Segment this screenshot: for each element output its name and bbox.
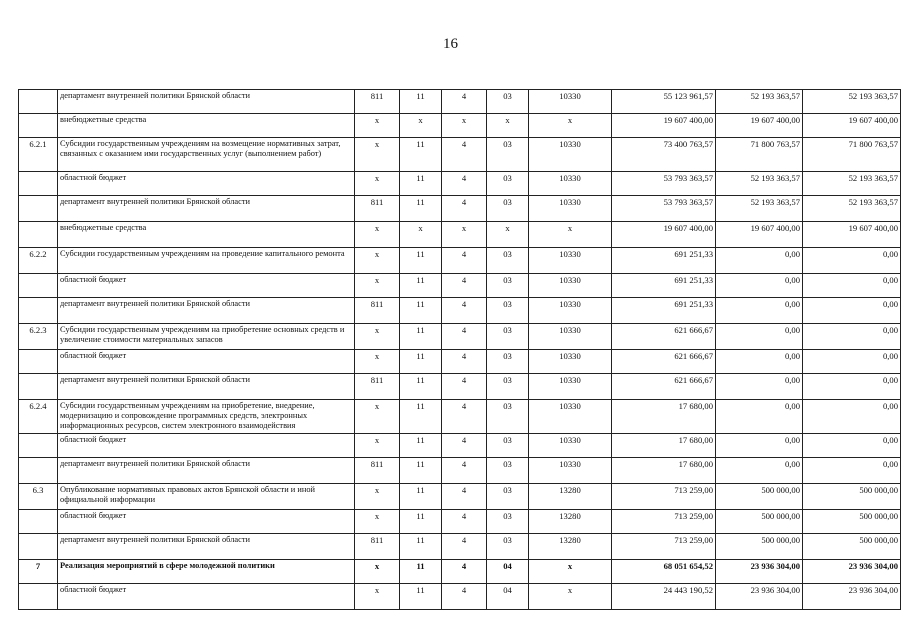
cell-amount-1: 17 680,00	[612, 458, 716, 484]
cell-program: х	[487, 114, 529, 138]
cell-amount-3: 0,00	[803, 400, 901, 434]
cell-subsection: 4	[442, 434, 487, 458]
cell-number	[19, 458, 58, 484]
cell-amount-2: 0,00	[716, 458, 803, 484]
cell-number	[19, 114, 58, 138]
cell-subsection: 4	[442, 458, 487, 484]
cell-amount-3: 0,00	[803, 324, 901, 350]
cell-amount-2: 23 936 304,00	[716, 584, 803, 610]
cell-amount-1: 713 259,00	[612, 510, 716, 534]
cell-target-code: 10330	[529, 434, 612, 458]
page-number: 16	[443, 36, 458, 52]
cell-grbs: х	[355, 560, 400, 584]
table-row	[19, 138, 901, 172]
cell-amount-1: 621 666,67	[612, 350, 716, 374]
cell-description: Субсидии государственным учреждениям на приобретение основных средств и увеличение стоимости материальных запасов	[58, 324, 355, 350]
cell-number: 6.3	[19, 484, 58, 510]
table-row	[19, 560, 901, 584]
cell-subsection: 4	[442, 324, 487, 350]
cell-program: 03	[487, 350, 529, 374]
cell-amount-3: 23 936 304,00	[803, 584, 901, 610]
table-row	[19, 222, 901, 248]
cell-grbs: х	[355, 484, 400, 510]
cell-program: 04	[487, 584, 529, 610]
cell-subsection: 4	[442, 484, 487, 510]
cell-grbs: х	[355, 324, 400, 350]
cell-amount-1: 68 051 654,52	[612, 560, 716, 584]
cell-amount-1: 621 666,67	[612, 324, 716, 350]
cell-target-code: 10330	[529, 248, 612, 274]
cell-amount-1: 691 251,33	[612, 298, 716, 324]
cell-grbs: 811	[355, 90, 400, 114]
cell-subsection: 4	[442, 374, 487, 400]
cell-number: 6.2.1	[19, 138, 58, 172]
cell-amount-2: 0,00	[716, 434, 803, 458]
cell-number	[19, 584, 58, 610]
table-row	[19, 274, 901, 298]
cell-target-code: 13280	[529, 484, 612, 510]
cell-section: 11	[400, 560, 442, 584]
cell-number	[19, 274, 58, 298]
cell-description: департамент внутренней политики Брянской области	[58, 196, 355, 222]
cell-section: 11	[400, 350, 442, 374]
cell-grbs: х	[355, 400, 400, 434]
cell-target-code: 10330	[529, 350, 612, 374]
cell-number: 6.2.4	[19, 400, 58, 434]
cell-target-code: 10330	[529, 196, 612, 222]
table-row	[19, 350, 901, 374]
cell-program: 03	[487, 138, 529, 172]
cell-subsection: 4	[442, 248, 487, 274]
cell-amount-1: 73 400 763,57	[612, 138, 716, 172]
cell-amount-1: 17 680,00	[612, 400, 716, 434]
cell-amount-3: 19 607 400,00	[803, 222, 901, 248]
cell-amount-1: 53 793 363,57	[612, 196, 716, 222]
cell-program: 03	[487, 434, 529, 458]
cell-subsection: х	[442, 114, 487, 138]
cell-program: 03	[487, 90, 529, 114]
cell-program: 03	[487, 458, 529, 484]
cell-program: 03	[487, 196, 529, 222]
cell-target-code: х	[529, 114, 612, 138]
cell-number	[19, 222, 58, 248]
cell-number	[19, 298, 58, 324]
cell-subsection: 4	[442, 350, 487, 374]
cell-program: 03	[487, 248, 529, 274]
cell-grbs: 811	[355, 196, 400, 222]
cell-subsection: 4	[442, 196, 487, 222]
cell-amount-2: 500 000,00	[716, 534, 803, 560]
cell-subsection: 4	[442, 298, 487, 324]
cell-number: 6.2.3	[19, 324, 58, 350]
cell-program: 03	[487, 324, 529, 350]
cell-amount-2: 52 193 363,57	[716, 172, 803, 196]
cell-amount-3: 0,00	[803, 298, 901, 324]
cell-amount-2: 71 800 763,57	[716, 138, 803, 172]
table-row	[19, 534, 901, 560]
cell-description: департамент внутренней политики Брянской области	[58, 90, 355, 114]
cell-amount-3: 0,00	[803, 248, 901, 274]
cell-amount-2: 0,00	[716, 274, 803, 298]
cell-section: 11	[400, 138, 442, 172]
table-row	[19, 400, 901, 434]
cell-target-code: х	[529, 222, 612, 248]
cell-amount-2: 0,00	[716, 298, 803, 324]
cell-amount-2: 23 936 304,00	[716, 560, 803, 584]
cell-subsection: х	[442, 222, 487, 248]
cell-grbs: х	[355, 510, 400, 534]
cell-section: 11	[400, 400, 442, 434]
cell-amount-2: 0,00	[716, 374, 803, 400]
table-row	[19, 248, 901, 274]
cell-grbs: х	[355, 172, 400, 196]
cell-description: областной бюджет	[58, 172, 355, 196]
cell-subsection: 4	[442, 274, 487, 298]
cell-number	[19, 510, 58, 534]
cell-amount-1: 713 259,00	[612, 484, 716, 510]
cell-program: 03	[487, 534, 529, 560]
cell-amount-2: 0,00	[716, 248, 803, 274]
cell-target-code: 10330	[529, 298, 612, 324]
cell-amount-1: 24 443 190,52	[612, 584, 716, 610]
cell-program: 03	[487, 274, 529, 298]
cell-amount-1: 691 251,33	[612, 248, 716, 274]
cell-program: 03	[487, 484, 529, 510]
cell-target-code: 10330	[529, 458, 612, 484]
cell-description: областной бюджет	[58, 350, 355, 374]
cell-amount-3: 500 000,00	[803, 484, 901, 510]
cell-amount-1: 621 666,67	[612, 374, 716, 400]
cell-section: х	[400, 114, 442, 138]
cell-amount-3: 52 193 363,57	[803, 90, 901, 114]
cell-target-code: х	[529, 584, 612, 610]
cell-program: 03	[487, 374, 529, 400]
cell-amount-3: 19 607 400,00	[803, 114, 901, 138]
table-row	[19, 510, 901, 534]
cell-section: 11	[400, 172, 442, 196]
cell-target-code: 10330	[529, 324, 612, 350]
cell-target-code: 13280	[529, 510, 612, 534]
cell-grbs: х	[355, 138, 400, 172]
cell-description: внебюджетные средства	[58, 114, 355, 138]
table-row	[19, 114, 901, 138]
cell-amount-2: 500 000,00	[716, 484, 803, 510]
cell-section: 11	[400, 90, 442, 114]
cell-amount-3: 0,00	[803, 434, 901, 458]
cell-target-code: 10330	[529, 90, 612, 114]
table-body	[19, 90, 901, 610]
table-row	[19, 324, 901, 350]
cell-amount-3: 0,00	[803, 350, 901, 374]
cell-grbs: х	[355, 222, 400, 248]
table-row	[19, 584, 901, 610]
cell-amount-2: 500 000,00	[716, 510, 803, 534]
cell-amount-2: 19 607 400,00	[716, 222, 803, 248]
cell-section: 11	[400, 434, 442, 458]
cell-program: 03	[487, 172, 529, 196]
table-row	[19, 458, 901, 484]
cell-grbs: х	[355, 274, 400, 298]
table-row	[19, 298, 901, 324]
cell-description: департамент внутренней политики Брянской области	[58, 298, 355, 324]
cell-subsection: 4	[442, 560, 487, 584]
cell-description: внебюджетные средства	[58, 222, 355, 248]
cell-section: 11	[400, 534, 442, 560]
cell-grbs: 811	[355, 458, 400, 484]
cell-subsection: 4	[442, 90, 487, 114]
cell-grbs: х	[355, 248, 400, 274]
table-row	[19, 434, 901, 458]
cell-description: Субсидии государственным учреждениям на приобретение, внедрение, модернизацию и сопровождение программных средств, электронных информационных ресурсов, систем электронного взаимодействия	[58, 400, 355, 434]
cell-program: 03	[487, 510, 529, 534]
cell-description: департамент внутренней политики Брянской области	[58, 374, 355, 400]
cell-section: 11	[400, 374, 442, 400]
cell-program: х	[487, 222, 529, 248]
cell-amount-1: 17 680,00	[612, 434, 716, 458]
cell-section: х	[400, 222, 442, 248]
cell-amount-1: 55 123 961,57	[612, 90, 716, 114]
cell-amount-3: 52 193 363,57	[803, 172, 901, 196]
cell-target-code: 13280	[529, 534, 612, 560]
table-row	[19, 196, 901, 222]
cell-description: Субсидии государственным учреждениям на проведение капитального ремонта	[58, 248, 355, 274]
cell-amount-2: 52 193 363,57	[716, 196, 803, 222]
cell-subsection: 4	[442, 510, 487, 534]
cell-section: 11	[400, 298, 442, 324]
cell-number: 7	[19, 560, 58, 584]
cell-description: департамент внутренней политики Брянской области	[58, 458, 355, 484]
cell-number	[19, 374, 58, 400]
cell-program: 03	[487, 298, 529, 324]
cell-amount-2: 19 607 400,00	[716, 114, 803, 138]
cell-grbs: 811	[355, 374, 400, 400]
cell-number	[19, 534, 58, 560]
cell-amount-3: 0,00	[803, 458, 901, 484]
cell-description: Реализация мероприятий в сфере молодежной политики	[58, 560, 355, 584]
cell-number	[19, 434, 58, 458]
cell-section: 11	[400, 248, 442, 274]
cell-subsection: 4	[442, 172, 487, 196]
cell-subsection: 4	[442, 138, 487, 172]
cell-amount-3: 23 936 304,00	[803, 560, 901, 584]
cell-section: 11	[400, 458, 442, 484]
cell-target-code: х	[529, 560, 612, 584]
table-row	[19, 172, 901, 196]
cell-description: Субсидии государственным учреждениям на возмещение нормативных затрат, связанных с оказанием ими государственных услуг (выполнением работ)	[58, 138, 355, 172]
cell-target-code: 10330	[529, 172, 612, 196]
cell-program: 04	[487, 560, 529, 584]
cell-grbs: х	[355, 584, 400, 610]
cell-section: 11	[400, 274, 442, 298]
cell-section: 11	[400, 584, 442, 610]
cell-grbs: х	[355, 434, 400, 458]
cell-program: 03	[487, 400, 529, 434]
cell-amount-1: 19 607 400,00	[612, 114, 716, 138]
budget-table	[18, 89, 901, 610]
cell-amount-1: 53 793 363,57	[612, 172, 716, 196]
cell-amount-1: 691 251,33	[612, 274, 716, 298]
cell-amount-1: 19 607 400,00	[612, 222, 716, 248]
cell-section: 11	[400, 324, 442, 350]
cell-amount-3: 500 000,00	[803, 534, 901, 560]
cell-grbs: 811	[355, 534, 400, 560]
cell-number	[19, 196, 58, 222]
cell-target-code: 10330	[529, 138, 612, 172]
cell-grbs: х	[355, 114, 400, 138]
cell-amount-3: 0,00	[803, 274, 901, 298]
cell-subsection: 4	[442, 534, 487, 560]
cell-amount-3: 500 000,00	[803, 510, 901, 534]
cell-number	[19, 350, 58, 374]
cell-number: 6.2.2	[19, 248, 58, 274]
cell-target-code: 10330	[529, 274, 612, 298]
cell-subsection: 4	[442, 400, 487, 434]
cell-amount-3: 52 193 363,57	[803, 196, 901, 222]
cell-description: департамент внутренней политики Брянской области	[58, 534, 355, 560]
cell-subsection: 4	[442, 584, 487, 610]
cell-description: областной бюджет	[58, 274, 355, 298]
cell-amount-2: 0,00	[716, 324, 803, 350]
cell-description: областной бюджет	[58, 584, 355, 610]
cell-section: 11	[400, 484, 442, 510]
cell-description: Опубликование нормативных правовых актов Брянской области и иной официальной информации	[58, 484, 355, 510]
cell-target-code: 10330	[529, 400, 612, 434]
cell-section: 11	[400, 510, 442, 534]
cell-description: областной бюджет	[58, 510, 355, 534]
cell-grbs: х	[355, 350, 400, 374]
cell-section: 11	[400, 196, 442, 222]
cell-number	[19, 172, 58, 196]
cell-amount-2: 0,00	[716, 350, 803, 374]
cell-grbs: 811	[355, 298, 400, 324]
cell-description: областной бюджет	[58, 434, 355, 458]
cell-amount-3: 0,00	[803, 374, 901, 400]
cell-target-code: 10330	[529, 374, 612, 400]
cell-amount-3: 71 800 763,57	[803, 138, 901, 172]
cell-amount-1: 713 259,00	[612, 534, 716, 560]
table-row	[19, 90, 901, 114]
cell-number	[19, 90, 58, 114]
table-row	[19, 484, 901, 510]
cell-amount-2: 0,00	[716, 400, 803, 434]
table-row	[19, 374, 901, 400]
cell-amount-2: 52 193 363,57	[716, 90, 803, 114]
